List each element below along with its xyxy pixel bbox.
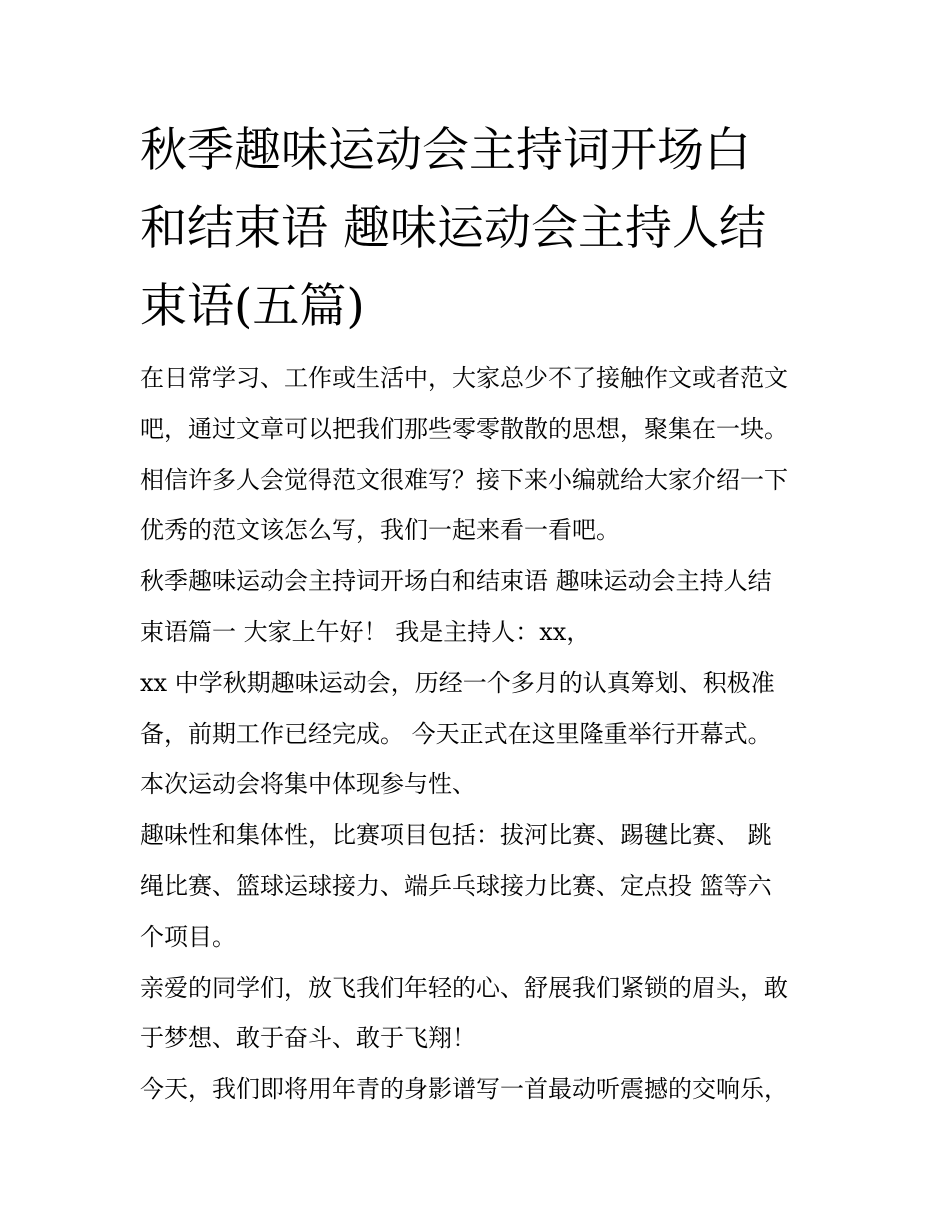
body-line: 相信许多人会觉得范文很难写？接下来小编就给大家介绍一下 bbox=[140, 465, 788, 494]
body-line: 亲爱的同学们，放飞我们年轻的心、舒展我们紧锁的眉头，敢 bbox=[140, 973, 788, 1002]
body-line: 优秀的范文该怎么写，我们一起来看一看吧。 bbox=[140, 516, 620, 545]
body-line: 吧，通过文章可以把我们那些零零散散的思想，聚集在一块。 bbox=[140, 414, 788, 443]
body-line: 本次运动会将集中体现参与性、 bbox=[140, 770, 476, 799]
body-line: 束语篇一 大家上午好！ 我是主持人：xx， bbox=[140, 617, 591, 646]
body-line: 在日常学习、工作或生活中，大家总少不了接触作文或者范文 bbox=[140, 364, 788, 392]
title-line: 和结束语 趣味运动会主持人结 bbox=[140, 201, 766, 256]
body-line: 绳比赛、篮球运球接力、端乒乓球接力比赛、定点投 篮等六 bbox=[140, 871, 772, 900]
title-line: 束语(五篇) bbox=[140, 279, 365, 334]
body-line: xx 中学秋期趣味运动会，历经一个多月的认真筹划、积极准 bbox=[140, 668, 775, 697]
body-line: 趣味性和集体性，比赛项目包括：拔河比赛、踢毽比赛、 跳 bbox=[140, 821, 772, 850]
body-line: 秋季趣味运动会主持词开场白和结束语 趣味运动会主持人结 bbox=[140, 567, 772, 596]
document-title bbox=[140, 112, 830, 346]
body-line: 今天，我们即将用年青的身影谱写一首最动听震撼的交响乐， bbox=[140, 1075, 788, 1104]
document-body bbox=[140, 353, 830, 1115]
body-line: 备，前期工作已经完成。 今天正式在这里隆重举行开幕式。 bbox=[140, 719, 772, 748]
body-line: 个项目。 bbox=[140, 922, 236, 951]
body-line: 于梦想、敢于奋斗、敢于飞翔！ bbox=[140, 1024, 476, 1053]
title-line: 秋季趣味运动会主持词开场白 bbox=[140, 123, 751, 178]
